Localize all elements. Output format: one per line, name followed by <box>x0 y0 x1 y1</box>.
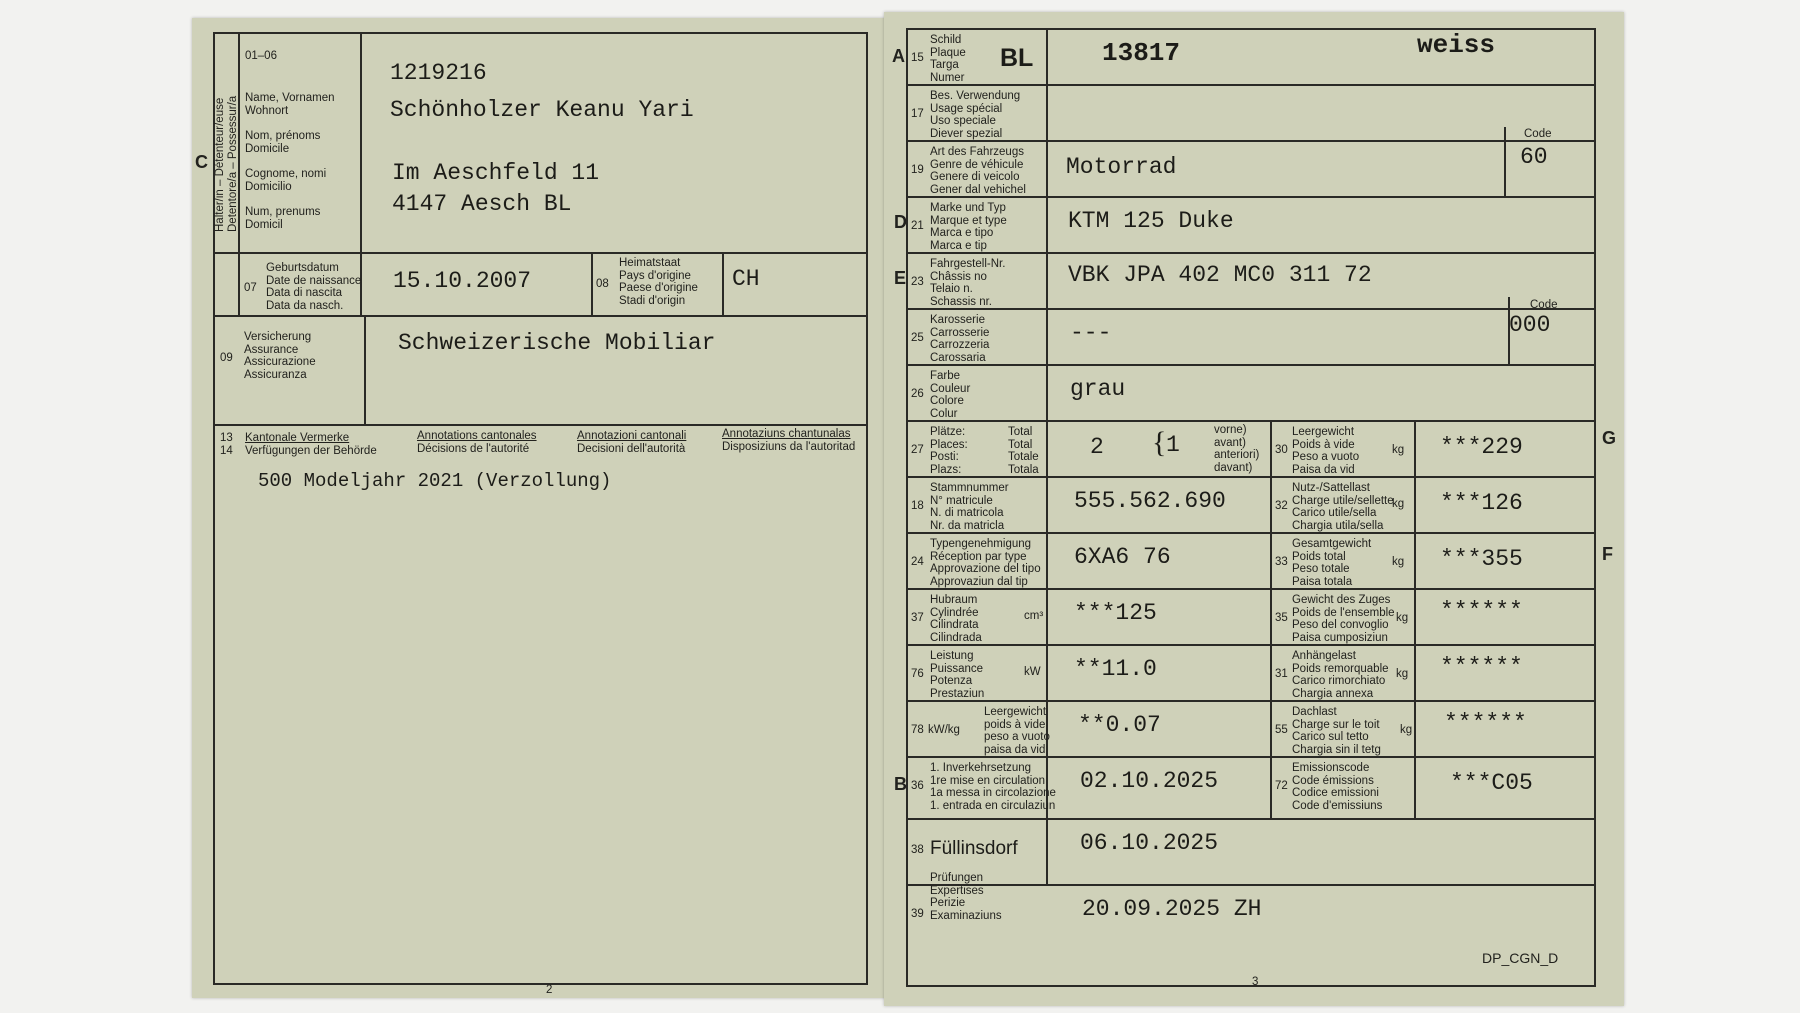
divider <box>591 252 593 316</box>
field-17-number: 17 <box>911 108 924 120</box>
address-city: 4147 Aesch BL <box>392 191 572 217</box>
label-displacement: Hubraum Cylindrée Cilindrata Cilindrada <box>930 594 982 644</box>
section-letter-a: A <box>892 46 905 66</box>
label-power: Leistung Puissance Potenza Prestaziun <box>930 650 985 700</box>
section-letter-d: D <box>894 212 907 232</box>
vehicle-type-code: 60 <box>1520 144 1548 170</box>
field-30-number: 30 <box>1275 444 1288 456</box>
holder-name: Schönholzer Keanu Yari <box>390 97 694 123</box>
label-payload: Nutz-/Sattellast Charge utile/sellette Carico utile/sella Chargia utila/sella <box>1292 482 1394 532</box>
label-first-registration: 1. Inverkehrsetzung 1re mise en circulation 1a messa in circolazione 1. entrada en circulaziun <box>930 762 1056 812</box>
field-01-06-number: 01–06 <box>245 50 277 62</box>
page-number: 2 <box>546 984 553 996</box>
label-insurance: Versicherung Assurance Assicurazione Assicuranza <box>244 331 316 381</box>
field-37-number: 37 <box>911 612 924 624</box>
body-code: 000 <box>1509 312 1551 338</box>
field-55-number: 55 <box>1275 724 1288 736</box>
divider <box>906 818 1596 820</box>
field-25-number: 25 <box>911 332 924 344</box>
train-weight-unit: kg <box>1396 612 1409 624</box>
field-31-number: 31 <box>1275 668 1288 680</box>
roof-load: ****** <box>1444 710 1527 736</box>
form-code: DP_CGN_D <box>1482 950 1559 966</box>
first-registration: 02.10.2025 <box>1080 768 1219 794</box>
divider <box>906 308 1596 310</box>
field-33-number: 33 <box>1275 556 1288 568</box>
label-vehicle-type: Art des Fahrzeugs Genre de véhicule Genere di veicolo Gener dal vehichel <box>930 146 1026 196</box>
vehicle-type-code-label: Code <box>1524 128 1552 140</box>
plate-canton: BL <box>1000 44 1034 72</box>
label-train-weight: Gewicht des Zuges Poids de l'ensemble Peso del convoglio Paisa cumposiziun <box>1292 594 1395 644</box>
label-seats-front: vorne) avant) anteriori) davant) <box>1214 424 1260 474</box>
section-letter-g: G <box>1602 428 1617 448</box>
divider <box>906 420 1596 422</box>
inspection: 20.09.2025 ZH <box>1082 896 1262 922</box>
birth-date: 15.10.2007 <box>393 268 532 294</box>
power-weight-unit: kW/kg <box>928 724 960 736</box>
body-code-label: Code <box>1530 299 1558 311</box>
divider <box>213 252 868 254</box>
field-72-number: 72 <box>1275 780 1288 792</box>
divider <box>1414 420 1416 818</box>
label-seats: Plätze: Places: Posti: Plazs: <box>930 426 968 476</box>
displacement: ***125 <box>1074 600 1157 626</box>
field-78-number: 78 <box>911 724 924 736</box>
label-seats-total: Total Total Totale Totala <box>1008 426 1039 476</box>
trailer-load: ****** <box>1440 654 1523 680</box>
divider <box>906 196 1596 198</box>
payload: ***126 <box>1440 490 1523 516</box>
plate-number: 13817 <box>1102 38 1181 68</box>
issue-date: 06.10.2025 <box>1080 830 1219 856</box>
divider <box>906 252 1596 254</box>
master-number: 555.562.690 <box>1074 488 1226 514</box>
label-chassis: Fahrgestell-Nr. Châssis no Telaio n. Schassis nr. <box>930 258 1006 308</box>
insurance-company: Schweizerische Mobiliar <box>398 330 716 356</box>
label-master-number: Stammnummer N° matricule N. di matricola Nr. da matricla <box>930 482 1009 532</box>
label-names-fr: Nom, prénoms Domicile <box>245 130 321 155</box>
field-27-number: 27 <box>911 444 924 456</box>
label-authority-fr: Décisions de l'autorité <box>417 443 530 455</box>
displacement-unit: cm³ <box>1024 610 1044 622</box>
divider <box>906 588 1596 590</box>
divider <box>906 476 1596 478</box>
divider <box>360 32 362 252</box>
divider <box>906 532 1596 534</box>
field-32-number: 32 <box>1275 500 1288 512</box>
emission-code: ***C05 <box>1450 770 1533 796</box>
issue-place: Füllinsdorf <box>930 838 1018 859</box>
field-35-number: 35 <box>1275 612 1288 624</box>
roof-load-unit: kg <box>1400 724 1413 736</box>
payload-unit: kg <box>1392 498 1405 510</box>
section-letter-e: E <box>894 268 907 288</box>
label-names-rm: Num, prenums Domicil <box>245 206 321 231</box>
label-authority-de: Verfügungen der Behörde <box>245 445 377 457</box>
label-empty-weight: Leergewicht Poids à vide Peso a vuoto Paisa da vid <box>1292 426 1360 476</box>
label-trailer-load: Anhängelast Poids remorquable Carico rimorchiato Chargia annexa <box>1292 650 1389 700</box>
field-39-number: 39 <box>911 908 924 920</box>
holder-vertical-label: Halter/in – Détenteur/euse Detentore/a – Possessur/a <box>214 95 239 232</box>
section-letter-b: B <box>894 774 907 794</box>
label-cantonal-de: Kantonale Vermerke <box>245 432 350 444</box>
field-21-number: 21 <box>911 220 924 232</box>
field-38-number: 38 <box>911 844 924 856</box>
field-07-number: 07 <box>244 282 257 294</box>
label-inspection: Prüfungen Expertises Perizie Examinaziuns <box>930 872 1002 922</box>
label-home-state: Heimatstaat Pays d'origine Paese d'origine Stadi d'origin <box>619 257 698 307</box>
divider <box>1504 127 1506 197</box>
type-approval: 6XA6 76 <box>1074 544 1171 570</box>
page-number: 3 <box>1252 976 1259 988</box>
label-authority-it: Decisioni dell'autorità <box>577 443 686 455</box>
section-letter-c: C <box>195 152 208 172</box>
divider <box>906 84 1596 86</box>
power-weight: **0.07 <box>1078 712 1161 738</box>
plate-color: weiss <box>1417 30 1496 60</box>
divider <box>213 315 868 317</box>
field-36-number: 36 <box>911 780 924 792</box>
label-type-approval: Typengenehmigung Réception par type Approvazione del tipo Approvaziun dal tip <box>930 538 1041 588</box>
field-24-number: 24 <box>911 556 924 568</box>
trailer-load-unit: kg <box>1396 668 1409 680</box>
seats-brace: { <box>1152 426 1167 459</box>
address-street: Im Aeschfeld 11 <box>392 160 600 186</box>
power: **11.0 <box>1074 656 1157 682</box>
field-18-number: 18 <box>911 500 924 512</box>
divider <box>906 140 1596 142</box>
field-09-number: 09 <box>220 352 233 364</box>
label-emission: Emissionscode Code émissions Codice emissioni Code d'emissiuns <box>1292 762 1383 812</box>
label-cantonal-it: Annotazioni cantonali <box>577 430 687 442</box>
divider <box>213 424 868 426</box>
field-08-number: 08 <box>596 278 609 290</box>
label-color: Farbe Couleur Colore Colur <box>930 370 971 420</box>
field-19-number: 19 <box>911 164 924 176</box>
total-weight: ***355 <box>1440 546 1523 572</box>
left-page <box>192 18 898 998</box>
label-names-de: Name, Vornamen Wohnort <box>245 92 335 117</box>
label-names-it: Cognome, nomi Domicilio <box>245 168 327 193</box>
total-weight-unit: kg <box>1392 556 1405 568</box>
holder-number: 1219216 <box>390 60 487 86</box>
field-15-number: 15 <box>911 52 924 64</box>
label-total-weight: Gesamtgewicht Poids total Peso totale Paisa totala <box>1292 538 1372 588</box>
divider <box>364 315 366 425</box>
vehicle-color: grau <box>1070 376 1126 402</box>
empty-weight: ***229 <box>1440 434 1523 460</box>
divider <box>906 756 1596 758</box>
field-13-14-number: 13 14 <box>220 432 233 457</box>
empty-weight-unit: kg <box>1392 444 1405 456</box>
right-page <box>884 12 1624 1006</box>
label-authority-rm: Disposiziuns da l'autoritad <box>722 441 856 453</box>
divider <box>906 884 1596 886</box>
field-26-number: 26 <box>911 388 924 400</box>
field-76-number: 76 <box>911 668 924 680</box>
divider <box>722 252 724 316</box>
home-state: CH <box>732 266 760 292</box>
section-letter-f: F <box>1602 544 1613 564</box>
divider <box>906 644 1596 646</box>
chassis-number: VBK JPA 402 MC0 311 72 <box>1068 262 1372 288</box>
divider <box>1270 420 1272 818</box>
power-unit: kW <box>1024 666 1041 678</box>
divider <box>906 700 1596 702</box>
seats-front: 1 <box>1166 432 1180 458</box>
label-cantonal-fr: Annotations cantonales <box>417 430 537 442</box>
cantonal-annotation: 500 Modeljahr 2021 (Verzollung) <box>258 470 612 492</box>
divider <box>906 364 1596 366</box>
label-cantonal-rm: Annotaziuns chantunalas <box>722 428 851 440</box>
label-make: Marke und Typ Marque et type Marca e tipo Marca e tip <box>930 202 1007 252</box>
body-type: --- <box>1070 320 1112 346</box>
seats-total: 2 <box>1090 434 1104 460</box>
label-roof-load: Dachlast Charge sur le toit Carico sul tetto Chargia sin il tetg <box>1292 706 1381 756</box>
label-plate: Schild Plaque Targa Numer <box>930 34 966 84</box>
label-power-weight: Leergewicht poids à vide peso a vuoto paisa da vid <box>984 706 1050 756</box>
label-birth-date: Geburtsdatum Date de naissance Data di nascita Data da nasch. <box>266 262 362 312</box>
make-type: KTM 125 Duke <box>1068 208 1234 234</box>
field-23-number: 23 <box>911 276 924 288</box>
train-weight: ****** <box>1440 598 1523 624</box>
label-special-use: Bes. Verwendung Usage spécial Uso speciale Diever spezial <box>930 90 1021 140</box>
label-body: Karosserie Carrosserie Carrozzeria Carossaria <box>930 314 990 364</box>
vehicle-type: Motorrad <box>1066 154 1177 180</box>
